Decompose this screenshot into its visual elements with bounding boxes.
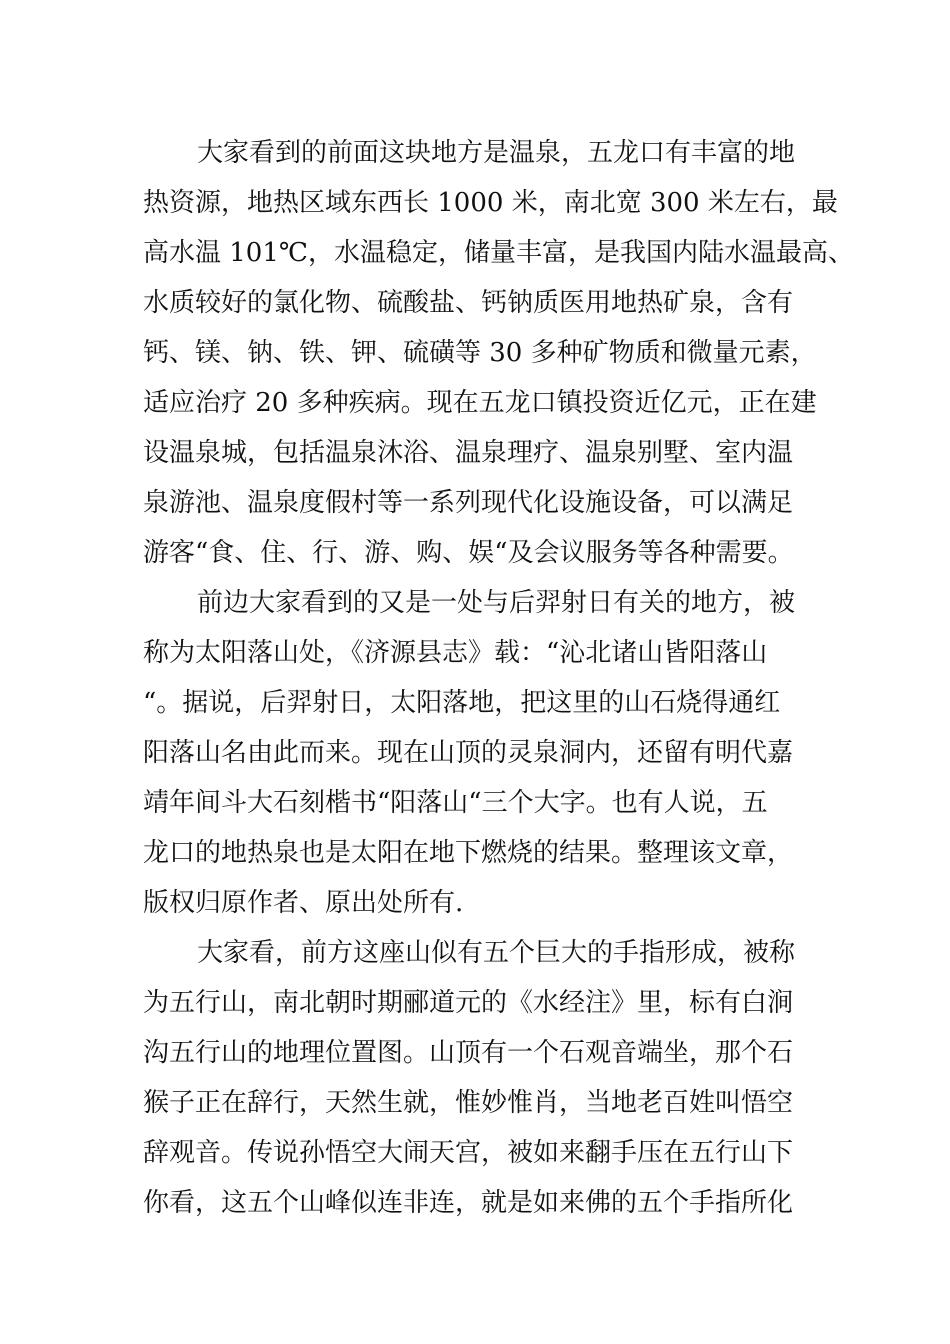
text-line: 沟五行山的地理位置图。山顶有一个石观音端坐，那个石	[143, 1038, 794, 1068]
text-line: 版权归原作者、原出处所有.	[143, 888, 464, 918]
paragraph-five-elements-mountain	[143, 928, 823, 1228]
paragraph-hot-spring	[143, 128, 854, 578]
text-line: 猴子正在辞行，天然生就，惟妙惟肖，当地老百姓叫悟空	[143, 1088, 794, 1118]
text-line: 阳落山名由此而来。现在山顶的灵泉洞内，还留有明代嘉	[143, 738, 794, 768]
text-line: 大家看，前方这座山似有五个巨大的手指形成，被称	[197, 938, 796, 968]
text-line: 为五行山，南北朝时期郦道元的《水经注》里，标有白涧	[143, 988, 794, 1018]
paragraph-sunset-mountain	[143, 578, 823, 928]
text-line: 靖年间斗大石刻楷书“阳落山“三个大字。也有人说，五	[143, 788, 768, 818]
text-line: 龙口的地热泉也是太阳在地下燃烧的结果。整理该文章，	[143, 838, 794, 868]
text-line: 前边大家看到的又是一处与后羿射日有关的地方，被	[197, 588, 796, 618]
text-line: 钙、镁、钠、铁、钾、硫磺等 30 多种矿物质和微量元素，	[143, 338, 817, 368]
text-line: 你看，这五个山峰似连非连，就是如来佛的五个手指所化	[143, 1188, 794, 1218]
text-line: 热资源，地热区域东西长 1000 米，南北宽 300 米左右，最	[143, 188, 838, 218]
text-line: 游客“食、住、行、游、购、娱“及会议服务等各种需要。	[143, 538, 794, 568]
text-line: “。据说，后羿射日，太阳落地，把这里的山石烧得通红	[143, 688, 781, 718]
text-line: 称为太阳落山处，《济源县志》载：“沁北诸山皆阳落山	[143, 638, 768, 668]
text-line: 适应治疗 20 多种疾病。现在五龙口镇投资近亿元，正在建	[143, 388, 817, 418]
text-line: 泉游池、温泉度假村等一系列现代化设施设备，可以满足	[143, 488, 794, 518]
text-line: 高水温 101℃，水温稳定，储量丰富，是我国内陆水温最高、	[143, 238, 854, 268]
text-line: 设温泉城，包括温泉沐浴、温泉理疗、温泉别墅、室内温	[143, 438, 794, 468]
text-line: 辞观音。传说孙悟空大闹天宫，被如来翻手压在五行山下	[143, 1138, 794, 1168]
document-body	[143, 128, 854, 1228]
text-line: 大家看到的前面这块地方是温泉，五龙口有丰富的地	[197, 138, 796, 168]
text-line: 水质较好的氯化物、硫酸盐、钙钠质医用地热矿泉，含有	[143, 288, 794, 318]
